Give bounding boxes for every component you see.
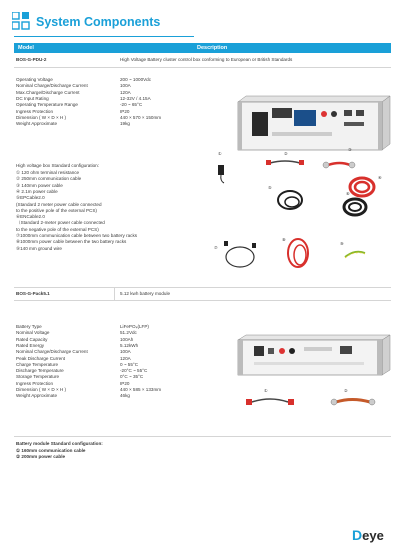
spec-value: 100A: [120, 349, 131, 355]
spec-label: Weight Approximate: [16, 121, 58, 127]
accessory-number: ①: [218, 151, 222, 156]
spec-value: LiFePO₄(LFP): [120, 324, 149, 329]
spec-label: Operating Voltage: [16, 77, 53, 82]
config-item: (Standard 2 meter power cable connected: [16, 201, 102, 207]
spec-value: 120A: [120, 89, 131, 95]
spec-label: Rated Capacity: [16, 336, 48, 342]
spec-label: Dimension ( W × D × H ): [16, 387, 67, 392]
accessory-number: ①: [264, 388, 268, 393]
config-item: to the positive pole of the external PCS): [16, 207, 97, 213]
accessory-number: ④: [378, 175, 382, 180]
spec-value: 120A: [120, 355, 131, 361]
title-underline: [14, 36, 194, 37]
config-item: ④ 2.1m power cable: [16, 188, 58, 194]
spec-value: 0 ~ 55°C: [120, 361, 139, 367]
spec-value: 100Ah: [120, 336, 134, 342]
pack-config-title: Battery module Standard configuration:: [16, 441, 103, 446]
config-item: ⑦1000mm communication cable between two battery racks: [16, 233, 138, 238]
pack-spec-list: [0, 324, 230, 404]
spec-value: 200 ~ 1000Vdc: [120, 77, 152, 82]
spec-label: Discharge Temperature: [16, 368, 64, 374]
logo-squares-icon: [12, 12, 30, 30]
spec-value: 46kg: [120, 393, 130, 399]
pack-accessory-numbers: [240, 388, 395, 412]
spec-label: Ingress Protection: [16, 108, 54, 114]
config-item: ② 200mm power cable: [16, 454, 66, 460]
config-item: ③ 140mm power cable: [16, 182, 63, 188]
spec-value: 100A: [120, 83, 131, 89]
row-divider: [14, 436, 391, 437]
header-model: Model: [18, 44, 34, 51]
config-item: ① 160mm communication cable: [16, 448, 86, 453]
spec-value: 12-32V / 4.15A: [120, 95, 151, 101]
spec-label: DC Input Rating: [16, 95, 49, 101]
pdu-config-title: High voltage box Standard configuration:: [16, 163, 99, 168]
column-divider: [114, 287, 115, 301]
spec-label: Ingress Protection: [16, 380, 54, 386]
spec-label: Weight Approximate: [16, 393, 58, 399]
config-item: ⑨140 mm ground wire: [16, 245, 62, 251]
pdu-accessory-numbers: [200, 145, 400, 275]
spec-value: 5.12kWh: [120, 342, 139, 348]
config-item: ① 120 ohm terminal resistance: [16, 170, 80, 175]
pdu-description: High Voltage Battery cluster control box conforming to European or British Standards: [120, 57, 293, 62]
spec-label: Operating Temperature Range: [16, 102, 78, 108]
spec-value: 19kg: [120, 121, 130, 127]
pack-config-list: [16, 448, 206, 468]
accessory-number: ⑧: [282, 237, 286, 242]
accessory-number: ⑨: [340, 241, 344, 246]
pdu-model: BOS-G-PDU-2: [16, 57, 47, 62]
spec-label: Battery Type: [16, 324, 42, 329]
accessory-number: ⑥: [346, 191, 350, 196]
table-header: [14, 43, 391, 53]
pack-model: BOS-G-Pack5.1: [16, 291, 50, 296]
config-item: ⑧1000mm power cable between the two battery racks: [16, 239, 127, 245]
header-description: Description: [197, 44, 228, 51]
accessory-number: ②: [344, 388, 348, 393]
spec-value: 440 × 570 × 150mm: [120, 114, 162, 120]
spec-label: Peak Discharge Current: [16, 355, 66, 361]
accessory-number: ②: [284, 151, 288, 156]
config-item: ⑥ENCable2.0: [16, 214, 45, 220]
accessory-number: ⑦: [214, 245, 218, 250]
spec-value: 440 × 585 × 133mm: [120, 387, 162, 392]
brand-logo: Deye: [352, 527, 384, 543]
spec-value: -20 ~ 65°C: [120, 102, 143, 108]
spec-value: 51.2Vdc: [120, 330, 137, 336]
config-item: ② 250mm communication cable: [16, 176, 82, 182]
spec-label: Nominal Charge/Discharge Current: [16, 83, 88, 89]
page-title: System Components: [36, 15, 161, 29]
spec-value: IP20: [120, 380, 130, 386]
config-item: to the negative pole of the external PCS): [16, 226, 99, 232]
battery-pack-image: [232, 332, 392, 380]
spec-value: 0°C ~ 35°C: [120, 374, 144, 380]
config-item: ⑤EPCable2.0: [16, 195, 45, 201]
row-divider: [14, 287, 391, 288]
pdu-spec-list: [0, 77, 230, 137]
spec-label: Rated Energy: [16, 342, 45, 348]
accessory-number: ③: [348, 147, 352, 152]
accessory-number: ⑤: [268, 185, 272, 190]
spec-label: Charge Temperature: [16, 361, 59, 367]
spec-value: IP20: [120, 108, 130, 114]
spec-value: -20°C ~ 55°C: [120, 368, 148, 374]
pdu-config-list: [16, 170, 206, 260]
row-divider: [14, 67, 391, 68]
pack-description: 5.12 kwh battery module: [120, 291, 171, 296]
row-divider: [14, 300, 391, 301]
spec-label: Max.Charge/Discharge Current: [16, 89, 80, 95]
spec-label: Storage Temperature: [16, 374, 60, 380]
config-item: （Standard 2-meter power cable connected: [16, 220, 105, 226]
spec-label: Dimension ( W × D × H ): [16, 114, 67, 120]
spec-label: Nominal Voltage: [16, 330, 50, 336]
spec-label: Nominal Charge/Discharge Current: [16, 349, 88, 355]
